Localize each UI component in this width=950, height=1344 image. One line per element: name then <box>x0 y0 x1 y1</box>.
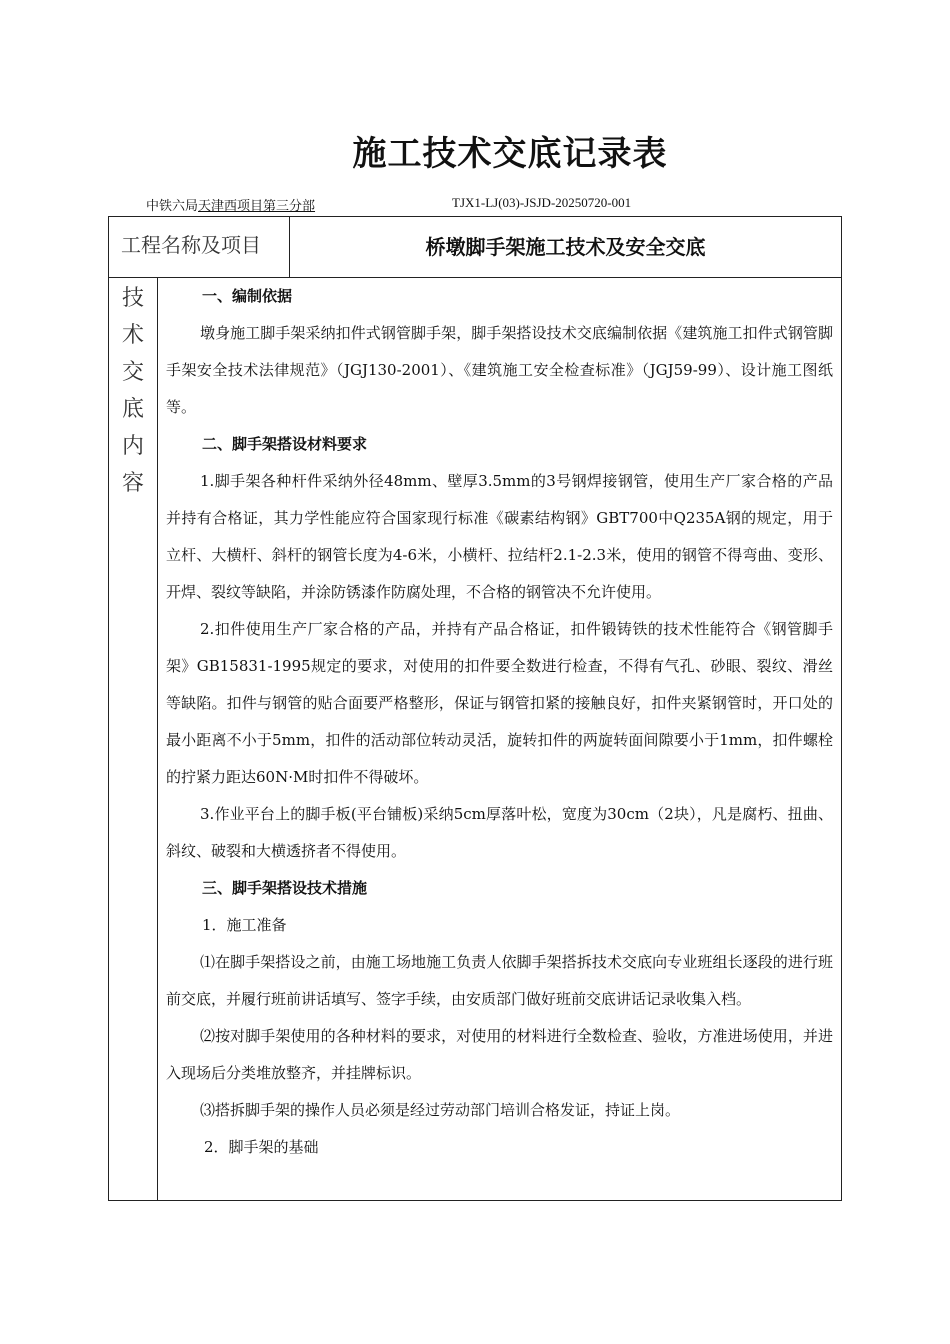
subsection-heading: 2．脚手架的基础 <box>204 1138 319 1156</box>
disclosure-content <box>166 278 833 1200</box>
paragraph: ⑴在脚手架搭设之前，由施工场地施工负责人依脚手架搭拆技术交底向专业班组长逐段的进行班前交底，并履行班前讲话填写、签字手续，由安质部门做好班前交底讲话记录收集入档。 <box>166 953 833 1008</box>
side-char: 容 <box>121 471 144 496</box>
content-side-label <box>109 278 158 1200</box>
project-value: 桥墩脚手架施工技术及安全交底 <box>425 235 706 259</box>
paragraph: 2.扣件使用生产厂家合格的产品，并持有产品合格证，扣件锻铸铁的技术性能符合《钢管脚手架》GB15831-1995规定的要求，对使用的扣件要全数进行检查，不得有气孔、砂眼、裂纹、滑丝等缺陷。扣件与钢管的贴合面要严格整形，保证与钢管扣紧的接触良好，扣件夹紧钢管时，开口处的最小距离不小于5mm，扣件的活动部位转动灵活，旋转扣件的两旋转面间隙要小于1mm，扣件螺栓的拧紧力距达60N·M时扣件不得破坏。 <box>166 620 833 786</box>
section-heading: 二、脚手架搭设材料要求 <box>202 435 368 453</box>
side-char: 底 <box>121 397 144 422</box>
page-title: 施工技术交底记录表 <box>352 134 668 174</box>
paragraph: ⑶搭拆脚手架的操作人员必须是经过劳动部门培训合格发证，持证上岗。 <box>200 1101 681 1119</box>
paragraph: 3.作业平台上的脚手板(平台铺板)采纳5cm厚落叶松，宽度为30cm（2块），凡是腐朽、扭曲、斜纹、破裂和大横透挤者不得使用。 <box>166 805 833 860</box>
side-char: 交 <box>121 360 144 385</box>
document-number: TJX1-LJ(03)-JSJD-20250720-001 <box>452 195 632 210</box>
section-heading: 三、脚手架搭设技术措施 <box>202 879 368 897</box>
record-table <box>108 216 842 1201</box>
paragraph: 墩身施工脚手架采纳扣件式钢管脚手架，脚手架搭设技术交底编制依据《建筑施工扣件式钢管脚手架安全技术法律规范》（JGJ130-2001）、《建筑施工安全检查标准》（JGJ59-99）、设计施工图纸等。 <box>166 324 833 416</box>
project-row <box>109 217 841 278</box>
side-char: 内 <box>121 434 144 459</box>
paragraph: 1.脚手架各种杆件采纳外径48mm、壁厚3.5mm的3号钢焊接钢管，使用生产厂家合格的产品并持有合格证，其力学性能应符合国家现行标准《碳素结构钢》GBT700中Q235A钢的规定，用于立杆、大横杆、斜杆的钢管长度为4-6米，小横杆、拉结杆2.1-2.3米，使用的钢管不得弯曲、变形、开焊、裂纹等缺陷，并涂防锈漆作防腐处理，不合格的钢管决不允许使用。 <box>166 472 833 601</box>
org-prefix: 中铁六局 <box>146 198 199 213</box>
organization-line <box>146 195 315 214</box>
paragraph: ⑵按对脚手架使用的各种材料的要求，对使用的材料进行全数检查、验收，方准进场使用，并进入现场后分类堆放整齐，并挂牌标识。 <box>166 1027 833 1082</box>
org-unit: 天津西项目第三分部 <box>198 198 316 213</box>
section-heading: 一、编制依据 <box>202 287 293 305</box>
side-char: 技 <box>121 286 144 311</box>
side-char: 术 <box>121 323 144 348</box>
subsection-heading: 1．施工准备 <box>202 916 287 934</box>
project-label: 工程名称及项目 <box>109 217 290 277</box>
